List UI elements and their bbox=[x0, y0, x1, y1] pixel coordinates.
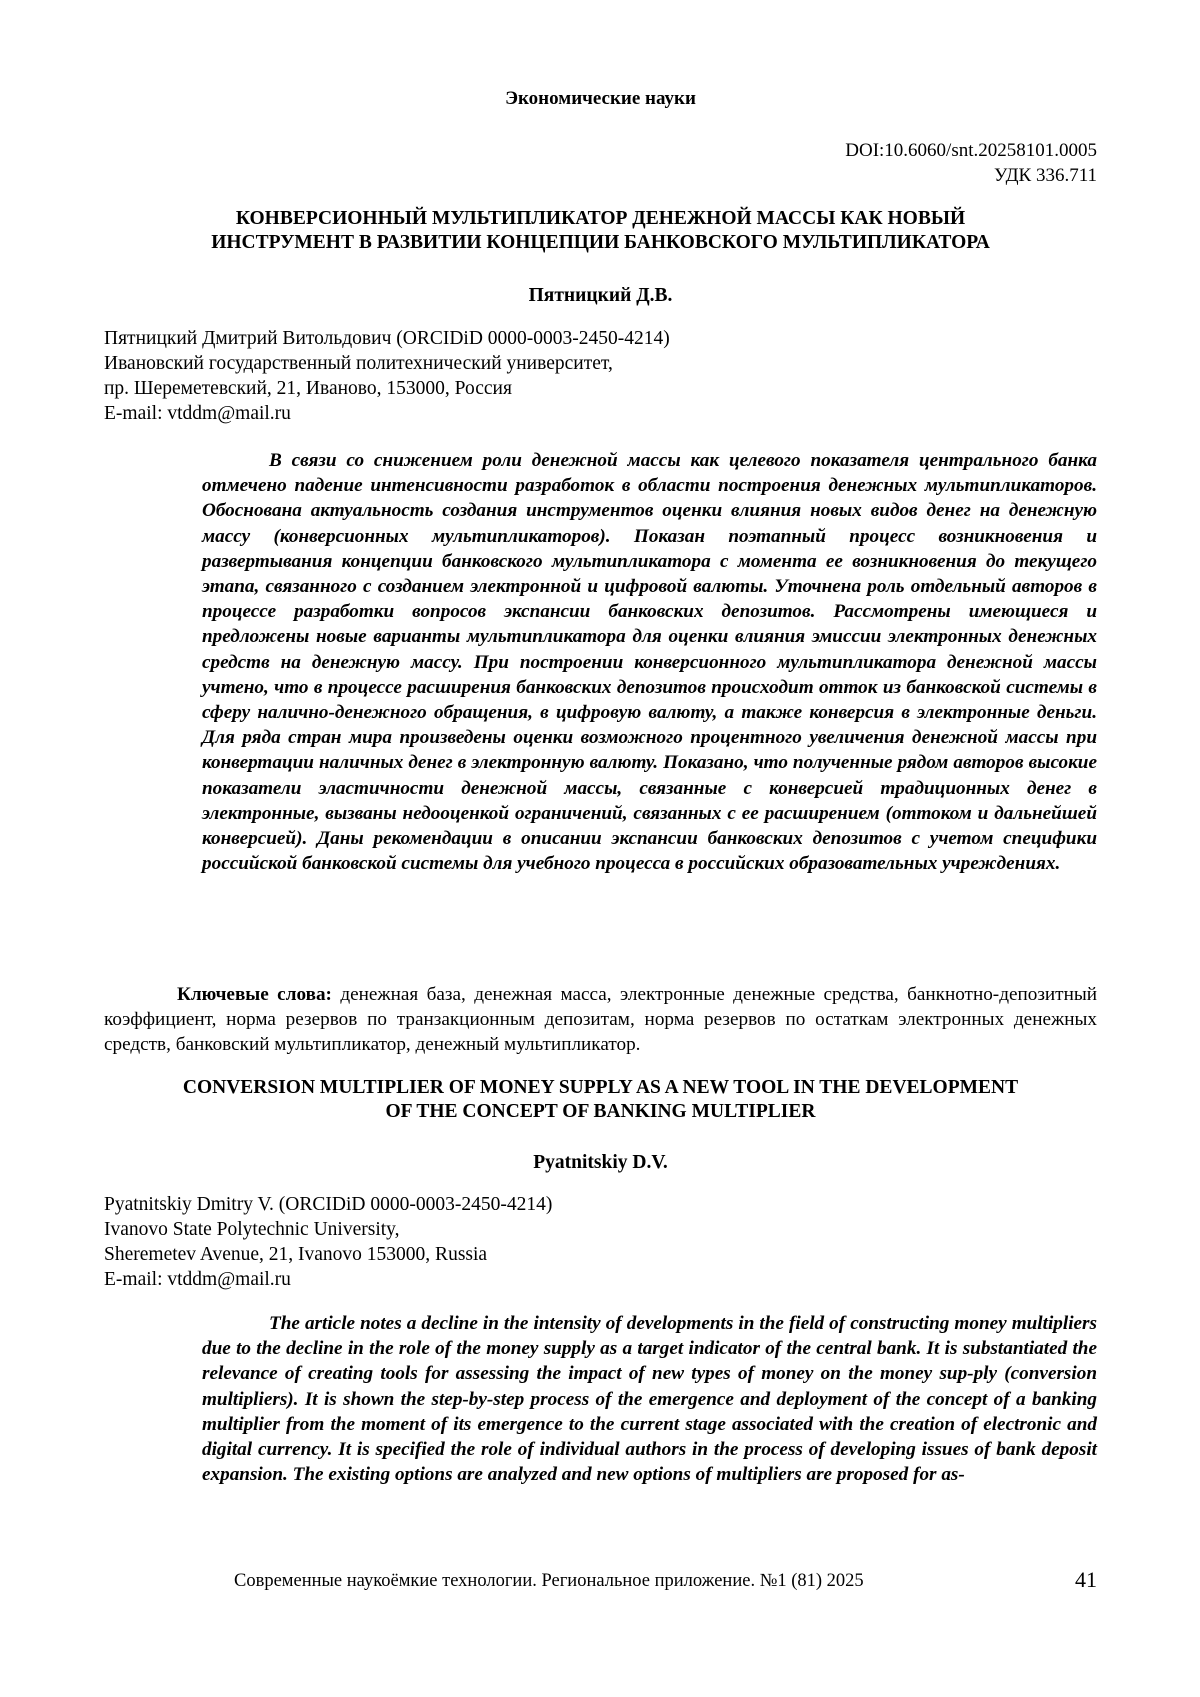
affiliation-en bbox=[104, 1192, 552, 1292]
author-en: Pyatnitskiy D.V. bbox=[533, 1152, 668, 1173]
keywords-text: денежная база, денежная масса, электронные денежные средства, банкнотно-депозитный коэффициент, норма резервов по транзакционным депозитам, норма резервов по остаткам электронных денежных средств, банковский мультипликатор, денежный мультипликатор. bbox=[104, 984, 1097, 1055]
title-en-line-1: CONVERSION MULTIPLIER OF MONEY SUPPLY AS A NEW TOOL IN THE DEVELOPMENT bbox=[182, 1077, 1019, 1098]
abstract-ru: В связи со снижением роли денежной массы как целевого показателя центрального банка отмечено падение интенсивности разработок в области построения денежных мультипликаторов. Обоснована актуальность создания инструментов оценки влияния новых видов денег на денежную массу (конверсионных мультипликаторов). Показан поэтапный процесс возникновения и развертывания концепции банковского мультипликатора с момента ее возникновения до текущего этапа, связанного с созданием электронной и цифровой валюты. Уточнена роль отдельный авторов в процессе разработки вопросов экспансии банковских депозитов. Рассмотрены имеющиеся и предложены новые варианты мультипликатора для оценки влияния эмиссии электронных денежных средств на денежную массу. При построении конверсионного мультипликатора денежной массы учтено, что в процессе расширения банковских депозитов происходит отток из банковской системы в сферу налично-денежного обращения, в цифровую валюту, а также конверсия в электронные деньги. Для ряда стран мира произведены оценки возможного процентного увеличения денежной массы при конвертации наличных денег в электронную валюту. Показано, что полученные рядом авторов высокие показатели эластичности денежной массы, связанные с конверсией традиционных денег в электронные, вызваны недооценкой ограничений, связанных с ее расширением (оттоком и дальнейшей конверсией). Даны рекомендации в описании экспансии банковских депозитов с учетом специфики российской банковской системы для учебного процесса в российских образовательных учреждениях. bbox=[202, 450, 1097, 875]
abstract-en: The article notes a decline in the intensity of developments in the field of constructing money multipliers due to the decline in the role of the money supply as a target indicator of the central bank. It is substantiated the relevance of creating tools for assessing the impact of new types of money on the money sup-ply (conversion multipliers). It is shown the step-by-step process of the emergence and deployment of the concept of a banking multiplier from the moment of its emergence to the current stage associated with the creation of electronic and digital currency. It is specified the role of individual authors in the process of developing issues of bank deposit expansion. The existing options are analyzed and new options of multipliers are proposed for as- bbox=[202, 1313, 1097, 1486]
title-ru-line-2: ИНСТРУМЕНТ В РАЗВИТИИ КОНЦЕПЦИИ БАНКОВСКОГО МУЛЬТИПЛИКАТОРА bbox=[211, 232, 990, 253]
author-full-name-ru: Пятницкий Дмитрий Витольдович (ORCIDiD 0000-0003-2450-4214) bbox=[104, 328, 670, 349]
author-ru: Пятницкий Д.В. bbox=[528, 285, 673, 306]
page-number: 41 bbox=[1075, 1567, 1097, 1592]
title-en-line-2: OF THE CONCEPT OF BANKING MULTIPLIER bbox=[385, 1101, 816, 1122]
university-en: Ivanovo State Polytechnic University, bbox=[104, 1219, 400, 1240]
article-title-en bbox=[104, 1076, 1097, 1124]
journal-name: Современные наукоёмкие технологии. Региональное приложение. №1 (81) 2025 bbox=[234, 1571, 864, 1591]
journal-page bbox=[104, 0, 1097, 1697]
section-heading: Экономические науки bbox=[505, 88, 696, 109]
keywords-label: Ключевые слова: bbox=[177, 984, 332, 1005]
udk: УДК 336.711 bbox=[994, 165, 1097, 186]
affiliation-ru bbox=[104, 326, 670, 426]
email-ru: E-mail: vtddm@mail.ru bbox=[104, 403, 291, 424]
article-meta bbox=[845, 138, 1097, 188]
doi: DOI:10.6060/snt.20258101.0005 bbox=[845, 140, 1097, 161]
university-ru: Ивановский государственный политехнический университет, bbox=[104, 353, 613, 374]
email-en: E-mail: vtddm@mail.ru bbox=[104, 1269, 291, 1290]
keywords-ru bbox=[104, 982, 1097, 1057]
author-full-name-en: Pyatnitskiy Dmitry V. (ORCIDiD 0000-0003-2450-4214) bbox=[104, 1194, 553, 1215]
title-ru-line-1: КОНВЕРСИОННЫЙ МУЛЬТИПЛИКАТОР ДЕНЕЖНОЙ МАССЫ КАК НОВЫЙ bbox=[235, 208, 966, 229]
address-ru: пр. Шереметевский, 21, Иваново, 153000, Россия bbox=[104, 378, 512, 399]
address-en: Sheremetev Avenue, 21, Ivanovo 153000, Russia bbox=[104, 1244, 488, 1265]
article-title-ru bbox=[104, 207, 1097, 255]
